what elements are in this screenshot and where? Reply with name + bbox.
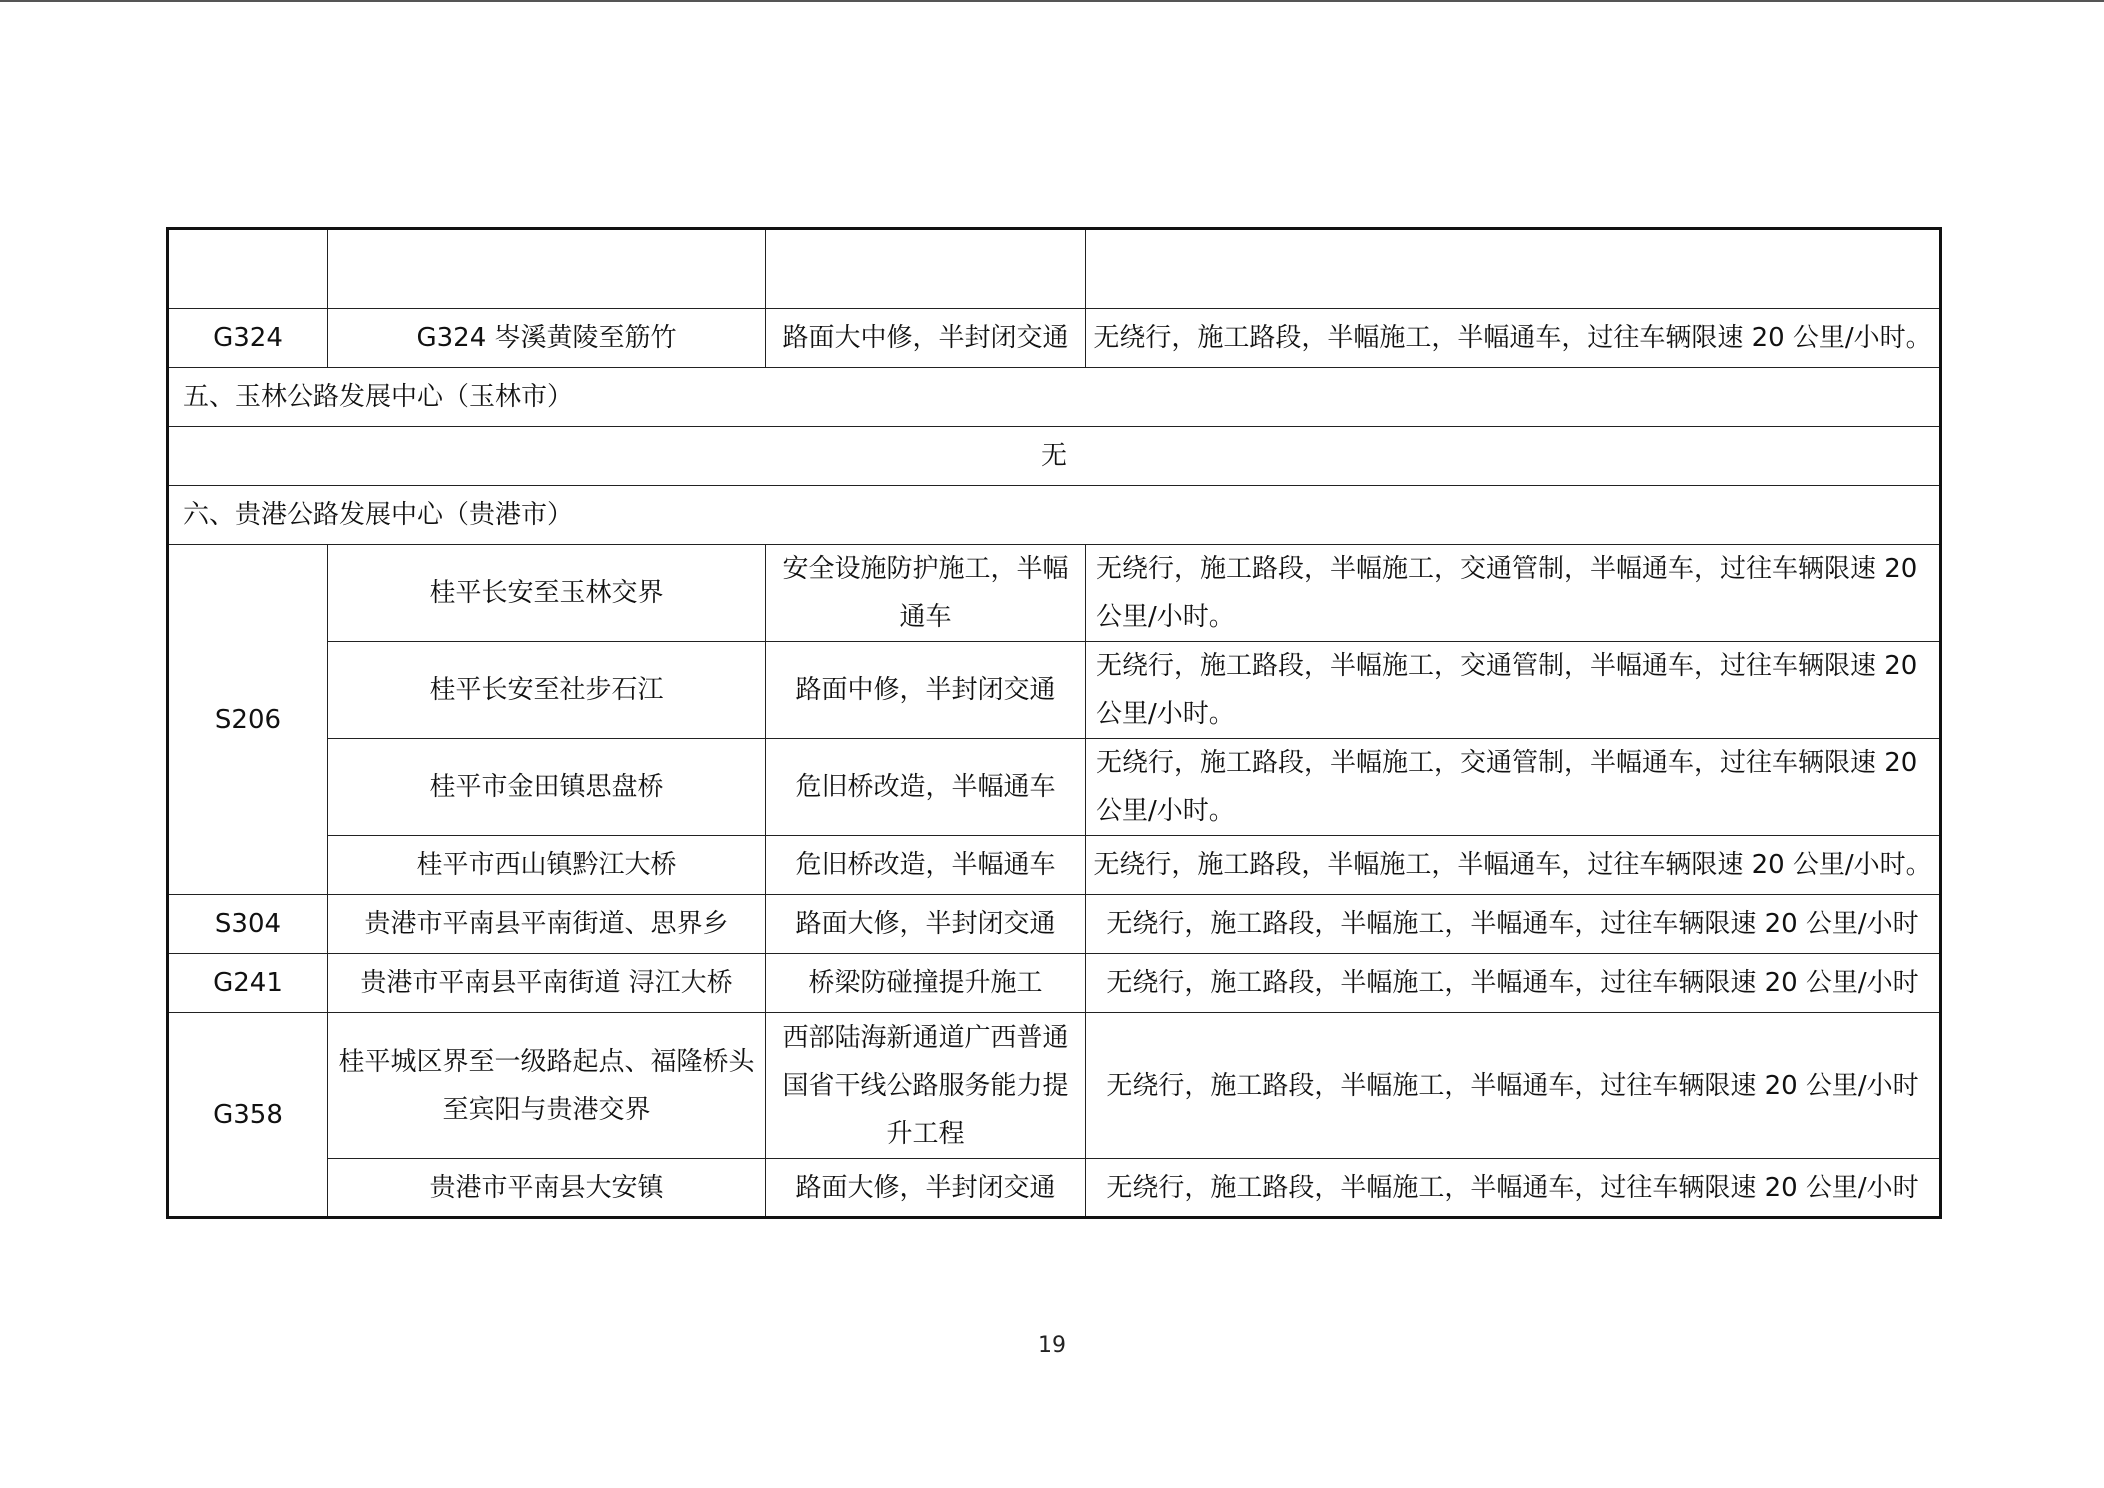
table-cell: [168, 229, 328, 309]
work-type-cell: 危旧桥改造，半幅通车: [766, 836, 1086, 895]
work-type-cell: 西部陆海新通道广西普通国省干线公路服务能力提升工程: [766, 1013, 1086, 1159]
road-code-cell: S304: [168, 895, 328, 954]
section-heading-row: [168, 486, 1941, 545]
road-code-cell: S206: [168, 545, 328, 895]
detour-info-cell: 无绕行，施工路段，半幅施工，半幅通车，过往车辆限速 20 公里/小时。: [1086, 836, 1941, 895]
detour-info-cell: 无绕行，施工路段，半幅施工，交通管制，半幅通车，过往车辆限速 20 公里/小时。: [1086, 642, 1941, 739]
detour-info-cell: 无绕行，施工路段，半幅施工，半幅通车，过往车辆限速 20 公里/小时: [1086, 1013, 1941, 1159]
road-section-cell: 桂平市金田镇思盘桥: [328, 739, 766, 836]
detour-info-cell: 无绕行，施工路段，半幅施工，交通管制，半幅通车，过往车辆限速 20 公里/小时。: [1086, 739, 1941, 836]
table-cell: [328, 229, 766, 309]
road-section-cell: 贵港市平南县平南街道 浔江大桥: [328, 954, 766, 1013]
work-type-cell: 危旧桥改造，半幅通车: [766, 739, 1086, 836]
table-row: [168, 309, 1941, 368]
table-row: [168, 954, 1941, 1013]
road-section-cell: 贵港市平南县大安镇: [328, 1159, 766, 1218]
road-section-cell: 贵港市平南县平南街道、思界乡: [328, 895, 766, 954]
page-number: 19: [1038, 1333, 1066, 1358]
road-code-cell: G358: [168, 1013, 328, 1218]
table-cell: [1086, 229, 1941, 309]
work-type-cell: 安全设施防护施工，半幅通车: [766, 545, 1086, 642]
table-cell: [766, 229, 1086, 309]
none-cell: 无: [168, 427, 1941, 486]
section-heading-row: [168, 368, 1941, 427]
road-section-cell: 桂平城区界至一级路起点、福隆桥头至宾阳与贵港交界: [328, 1013, 766, 1159]
table-row: [168, 1159, 1941, 1218]
table-row: [168, 545, 1941, 642]
road-code-cell: G241: [168, 954, 328, 1013]
road-construction-table: [166, 227, 1942, 1219]
section-heading: 五、玉林公路发展中心（玉林市）: [168, 368, 1941, 427]
work-type-cell: 路面大中修，半封闭交通: [766, 309, 1086, 368]
table-row-blank: [168, 229, 1941, 309]
table-row: [168, 1013, 1941, 1159]
work-type-cell: 桥梁防碰撞提升施工: [766, 954, 1086, 1013]
work-type-cell: 路面大修，半封闭交通: [766, 1159, 1086, 1218]
section-heading: 六、贵港公路发展中心（贵港市）: [168, 486, 1941, 545]
table-row: [168, 642, 1941, 739]
table-row: [168, 895, 1941, 954]
table-row: [168, 836, 1941, 895]
road-section-cell: 桂平市西山镇黔江大桥: [328, 836, 766, 895]
road-section-cell: G324 岑溪黄陵至筋竹: [328, 309, 766, 368]
detour-info-cell: 无绕行，施工路段，半幅施工，半幅通车，过往车辆限速 20 公里/小时: [1086, 1159, 1941, 1218]
road-code-cell: G324: [168, 309, 328, 368]
road-section-cell: 桂平长安至玉林交界: [328, 545, 766, 642]
road-section-cell: 桂平长安至社步石江: [328, 642, 766, 739]
none-row: [168, 427, 1941, 486]
table-row: [168, 739, 1941, 836]
detour-info-cell: 无绕行，施工路段，半幅施工，半幅通车，过往车辆限速 20 公里/小时: [1086, 954, 1941, 1013]
work-type-cell: 路面中修，半封闭交通: [766, 642, 1086, 739]
detour-info-cell: 无绕行，施工路段，半幅施工，半幅通车，过往车辆限速 20 公里/小时。: [1086, 309, 1941, 368]
detour-info-cell: 无绕行，施工路段，半幅施工，交通管制，半幅通车，过往车辆限速 20 公里/小时。: [1086, 545, 1941, 642]
work-type-cell: 路面大修，半封闭交通: [766, 895, 1086, 954]
top-border-line: [0, 0, 2104, 2]
detour-info-cell: 无绕行，施工路段，半幅施工，半幅通车，过往车辆限速 20 公里/小时: [1086, 895, 1941, 954]
